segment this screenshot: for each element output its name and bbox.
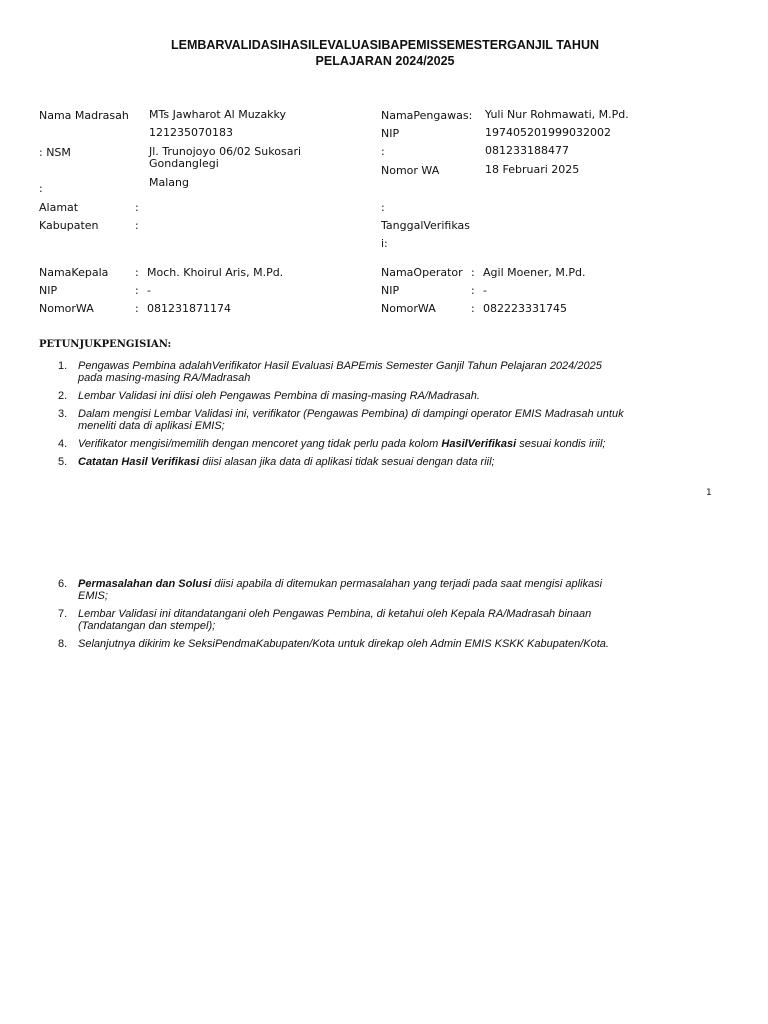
label-tanggal-verifikasi-cont: i: [381,237,388,250]
instruction-text-cont: (Tandatangan dan stempel); [78,620,216,632]
instruction-bold-term: HasilVerifikasi [441,438,517,450]
colon-separator: : [39,182,43,195]
value-nama-pengawas: Yuli Nur Rohmawati, M.Pd. [485,108,629,121]
instruction-number: 2. [58,390,68,402]
value-wa-kepala: 081231871174 [147,302,231,315]
value-alamat-line2: Gondanglegi [149,157,219,170]
instruction-number: 3. [58,408,68,420]
label-nama-kepala: NamaKepala [39,266,109,279]
instruction-number: 1. [58,360,68,372]
instruction-number: 5. [58,456,68,468]
instruction-text-cont: sesuai kondis iriil; [516,438,606,450]
label-nip-kepala: NIP [39,284,58,297]
colon-nip-kepala: : [135,284,139,297]
title-line-2: PELAJARAN 2024/2025 [315,54,455,68]
label-tanggal-verifikasi: TanggalVerifikas [381,219,470,232]
page-number: 1 [706,488,712,498]
instruction-text-cont: EMIS; [78,590,108,602]
instruction-item [58,608,638,632]
label-nip-pengawas: NIP [381,127,400,140]
value-nama-kepala: Moch. Khoirul Aris, M.Pd. [147,266,284,279]
instruction-item [58,360,638,384]
colon-wa-operator: : [471,302,475,315]
instruction-item [58,456,638,468]
instruction-item [58,578,638,602]
colon-wa-kepala: : [135,302,139,315]
instruction-text: Dalam mengisi Lembar Validasi ini, verifikator (Pengawas Pembina) di dampingi operator EMIS Madrasah untuk [78,408,624,420]
instruction-text: Lembar Validasi ini diisi oleh Pengawas Pembina di masing-masing RA/Madrasah. [78,390,480,402]
label-nsm: : NSM [39,146,71,159]
instruction-item [58,408,638,432]
label-nomor-wa-pengawas: Nomor WA [381,164,440,177]
instruction-text: diisi apabila di ditemukan permasalahan yang terjadi pada saat mengisi aplikasi [211,578,603,590]
value-nomor-wa-pengawas: 081233188477 [485,144,569,157]
instruction-number: 6. [58,578,68,590]
value-kabupaten: Malang [149,176,189,189]
label-wa-operator: NomorWA [381,302,436,315]
colon-separator: : [381,145,385,158]
instruction-text: Pengawas Pembina adalahVerifikator Hasil Evaluasi BAPEmis Semester Ganjil Tahun Pelajaran 2024/2025 [78,360,602,372]
value-nip-operator: - [483,284,487,297]
colon-separator: : [381,201,385,214]
instruction-bold-term: Catatan Hasil Verifikasi [78,456,200,468]
instruction-number: 7. [58,608,68,620]
instruction-item [58,638,638,650]
instruction-text-cont: pada masing-masing RA/Madrasah [78,372,251,384]
instruction-bold-term: Permasalahan dan Solusi [78,578,212,590]
label-alamat: Alamat [39,201,79,214]
colon-nama-operator: : [471,266,475,279]
value-tanggal-verifikasi: 18 Februari 2025 [485,163,580,176]
instruction-item [58,438,638,450]
label-nama-madrasah: Nama Madrasah [39,109,129,122]
instructions-heading: PETUNJUKPENGISIAN: [39,339,172,350]
instruction-number: 8. [58,638,68,650]
instruction-text: Lembar Validasi ini ditandatangani oleh Pengawas Pembina, di ketahui oleh Kepala RA/Madrasah binaan [78,608,592,620]
value-nip-kepala: - [147,284,151,297]
value-alamat-line1: Jl. Trunojoyo 06/02 Sukosari [149,145,302,158]
instruction-text: Verifikator mengisi/memilih dengan mencoret yang tidak perlu pada kolom [78,438,442,450]
title-line-1: LEMBARVALIDASIHASILEVALUASIBAPEMISSEMESTERGANJIL TAHUN [170,38,600,52]
value-nama-madrasah: MTs Jawharot Al Muzakky [149,108,287,121]
instruction-number: 4. [58,438,68,450]
instruction-text: diisi alasan jika data di aplikasi tidak sesuai dengan data riil; [199,456,495,468]
label-nama-pengawas: NamaPengawas: [381,109,473,122]
colon-alamat: : [135,201,139,214]
colon-nip-operator: : [471,284,475,297]
instruction-text: Selanjutnya dikirim ke SeksiPendmaKabupaten/Kota untuk direkap oleh Admin EMIS KSKK Kabupaten/Kota. [78,638,609,650]
label-nama-operator: NamaOperator [381,266,463,279]
colon-nama-kepala: : [135,266,139,279]
instruction-item [58,390,638,402]
label-wa-kepala: NomorWA [39,302,94,315]
value-wa-operator: 082223331745 [483,302,567,315]
document-title [150,37,620,69]
value-nama-operator: Agil Moener, M.Pd. [483,266,586,279]
label-kabupaten: Kabupaten [39,219,99,232]
label-nip-operator: NIP [381,284,400,297]
colon-kabupaten: : [135,219,139,232]
value-nsm: 121235070183 [149,126,233,139]
instruction-text-cont: meneliti data di aplikasi EMIS; [78,420,225,432]
value-nip-pengawas: 197405201999032002 [485,126,611,139]
